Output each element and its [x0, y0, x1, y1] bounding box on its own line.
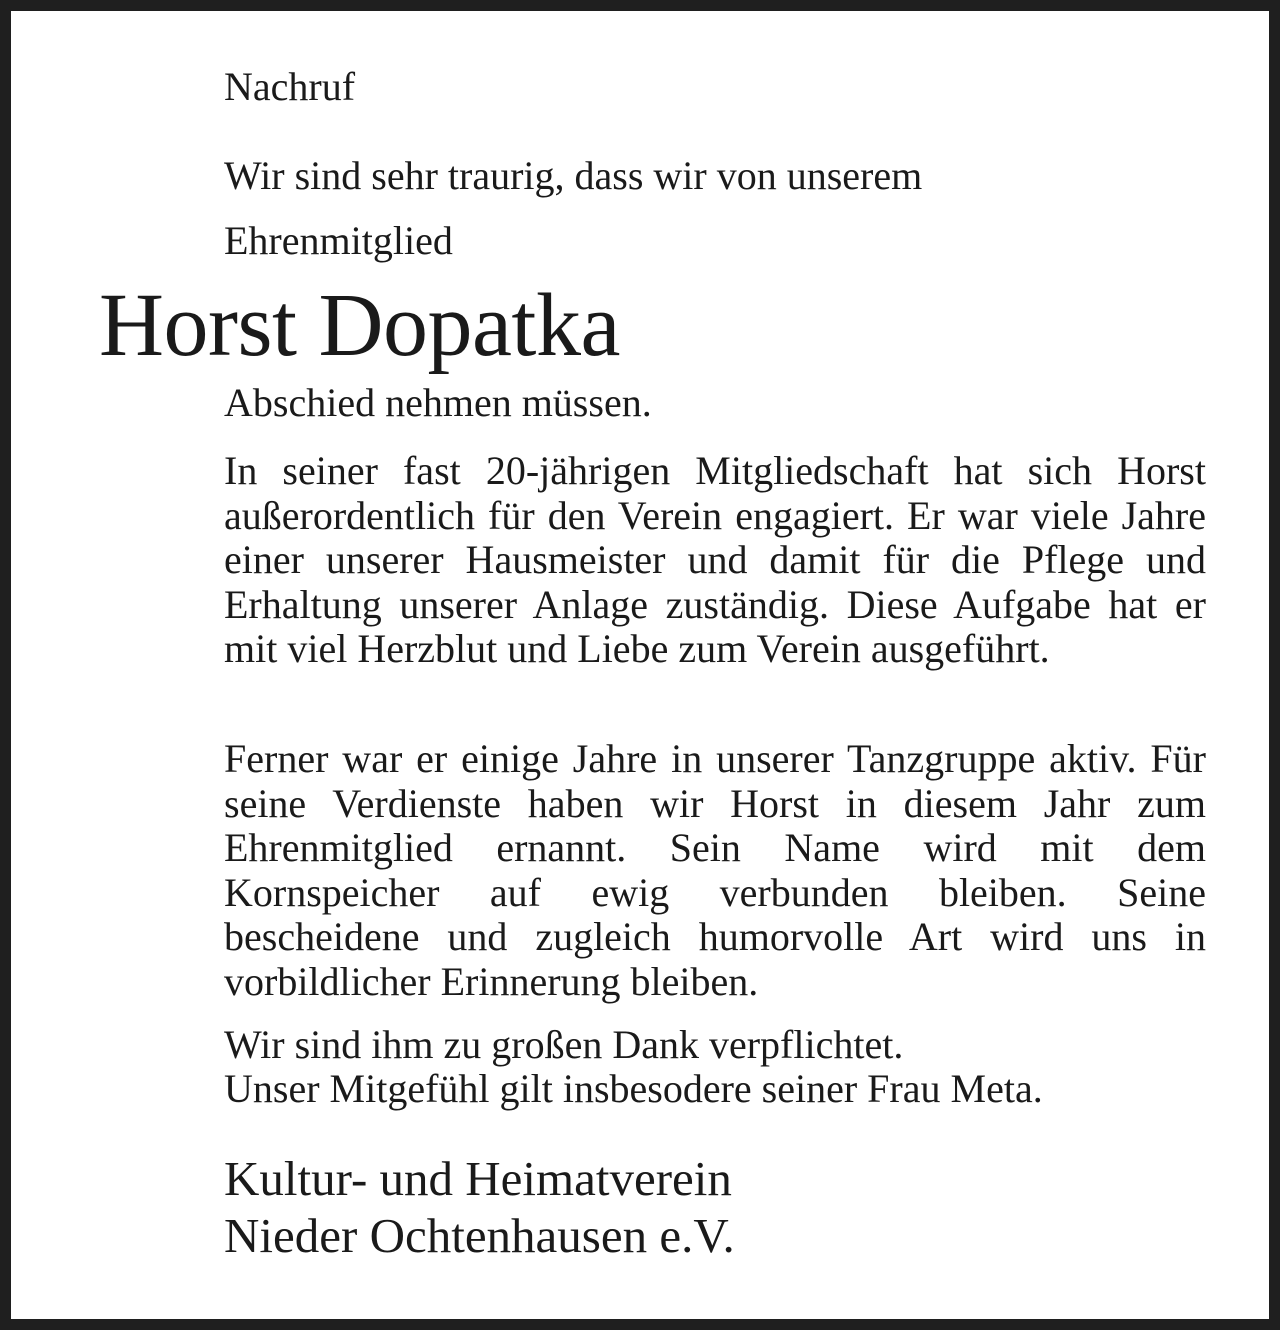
deceased-name: Horst Dopatka — [99, 276, 620, 375]
paragraph-merits: Ferner war er einige Jahre in unserer Tanzgruppe aktiv. Für seine Verdienste haben wir Horst in diesem Jahr zum Ehrenmitglied ernannt. Sein Name wird mit dem Kornspeicher auf ewig verbunden bleiben. Seine bescheidene und zugleich humorvolle Art wird uns in vorbildlicher Erinnerung bleiben. — [224, 736, 1206, 1004]
farewell-line: Abschied nehmen müssen. — [224, 380, 652, 425]
club-name-line-1: Kultur- und Heimatverein — [224, 1151, 732, 1206]
notice-heading: Nachruf — [224, 64, 356, 109]
thanks-line-1: Wir sind ihm zu großen Dank verpflichtet. — [224, 1022, 904, 1067]
thanks-line-2: Unser Mitgefühl gilt insbesodere seiner Frau Meta. — [224, 1066, 1043, 1111]
intro-line-1: Wir sind sehr traurig, dass wir von unserem — [224, 153, 923, 198]
club-name-line-2: Nieder Ochtenhausen e.V. — [224, 1208, 735, 1263]
intro-line-2: Ehrenmitglied — [224, 218, 453, 263]
paragraph-membership: In seiner fast 20-jährigen Mitgliedschaft hat sich Horst außerordentlich für den Verein engagiert. Er war viele Jahre einer unserer Hausmeister und damit für die Pflege und Erhaltung unserer Anlage zuständig. Diese Aufgabe hat er mit viel Herzblut und Liebe zum Verein ausgeführt. — [224, 448, 1206, 672]
